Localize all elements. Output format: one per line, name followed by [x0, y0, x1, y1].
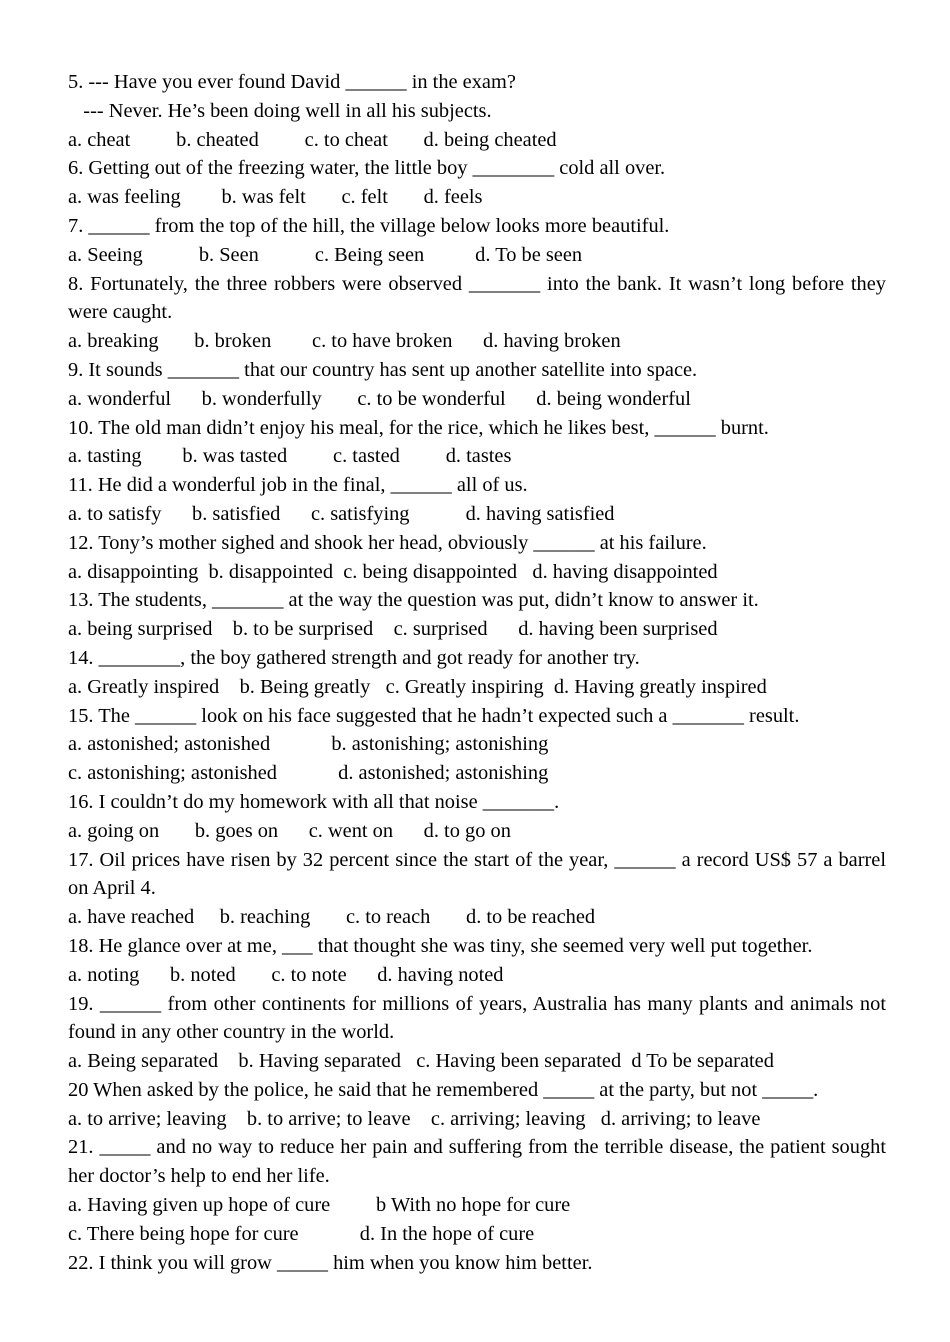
question-15-options-row-2: c. astonishing; astonished d. astonished; astonishing	[68, 762, 549, 785]
question-20: 20 When asked by the police, he said that he remembered _____ at the party, but not _____.	[68, 1078, 819, 1101]
question-14: 14. ________, the boy gathered strength and got ready for another try.	[68, 646, 640, 669]
question-14-options: a. Greatly inspired b. Being greatly c. Greatly inspiring d. Having greatly inspired	[68, 675, 767, 698]
question-19: 19. ______ from other continents for millions of years, Australia has many plants and animals not found in any other country in the world.	[68, 992, 886, 1044]
question-18-options: a. noting b. noted c. to note d. having noted	[68, 963, 504, 986]
worksheet-page	[68, 68, 886, 1277]
question-18: 18. He glance over at me, ___ that thought she was tiny, she seemed very well put together.	[68, 934, 813, 957]
question-20-options: a. to arrive; leaving b. to arrive; to leave c. arriving; leaving d. arriving; to leave	[68, 1107, 761, 1130]
question-12: 12. Tony’s mother sighed and shook her head, obviously ______ at his failure.	[68, 531, 707, 554]
question-15-options-row-1: a. astonished; astonished b. astonishing; astonishing	[68, 733, 549, 756]
question-8: 8. Fortunately, the three robbers were observed _______ into the bank. It wasn’t long before they were caught.	[68, 272, 886, 324]
question-11: 11. He did a wonderful job in the final, ______ all of us.	[68, 474, 528, 497]
question-9-options: a. wonderful b. wonderfully c. to be wonderful d. being wonderful	[68, 387, 691, 410]
question-13-options: a. being surprised b. to be surprised c. surprised d. having been surprised	[68, 618, 718, 641]
question-8-options: a. breaking b. broken c. to have broken d. having broken	[68, 330, 621, 353]
question-10: 10. The old man didn’t enjoy his meal, for the rice, which he likes best, ______ burnt.	[68, 416, 769, 439]
question-5-options: a. cheat b. cheated c. to cheat d. being cheated	[68, 128, 557, 151]
question-5-line-2: --- Never. He’s been doing well in all his subjects.	[68, 99, 492, 122]
question-13: 13. The students, _______ at the way the question was put, didn’t know to answer it.	[68, 589, 759, 612]
question-7-options: a. Seeing b. Seen c. Being seen d. To be seen	[68, 243, 583, 266]
question-6-options: a. was feeling b. was felt c. felt d. feels	[68, 186, 483, 209]
question-9: 9. It sounds _______ that our country has sent up another satellite into space.	[68, 358, 698, 381]
question-7: 7. ______ from the top of the hill, the village below looks more beautiful.	[68, 214, 670, 237]
question-12-options: a. disappointing b. disappointed c. being disappointed d. having disappointed	[68, 560, 718, 583]
question-6: 6. Getting out of the freezing water, the little boy ________ cold all over.	[68, 157, 666, 180]
question-5-line-1: 5. --- Have you ever found David ______ in the exam?	[68, 71, 516, 93]
question-10-options: a. tasting b. was tasted c. tasted d. tastes	[68, 445, 512, 468]
question-21-options-row-1: a. Having given up hope of cure b With no hope for cure	[68, 1194, 571, 1217]
question-19-options: a. Being separated b. Having separated c. Having been separated d To be separated	[68, 1050, 774, 1073]
question-11-options: a. to satisfy b. satisfied c. satisfying d. having satisfied	[68, 502, 615, 525]
question-16: 16. I couldn’t do my homework with all that noise _______.	[68, 790, 560, 813]
question-21: 21. _____ and no way to reduce her pain and suffering from the terrible disease, the patient sought her doctor’s help to end her life.	[68, 1136, 886, 1188]
question-17-options: a. have reached b. reaching c. to reach d. to be reached	[68, 906, 596, 929]
question-17: 17. Oil prices have risen by 32 percent since the start of the year, ______ a record US$ 57 a barrel on April 4.	[68, 848, 886, 900]
question-21-options-row-2: c. There being hope for cure d. In the hope of cure	[68, 1222, 535, 1245]
question-22: 22. I think you will grow _____ him when you know him better.	[68, 1251, 593, 1274]
question-15: 15. The ______ look on his face suggested that he hadn’t expected such a _______ result.	[68, 704, 800, 727]
question-16-options: a. going on b. goes on c. went on d. to go on	[68, 819, 511, 842]
